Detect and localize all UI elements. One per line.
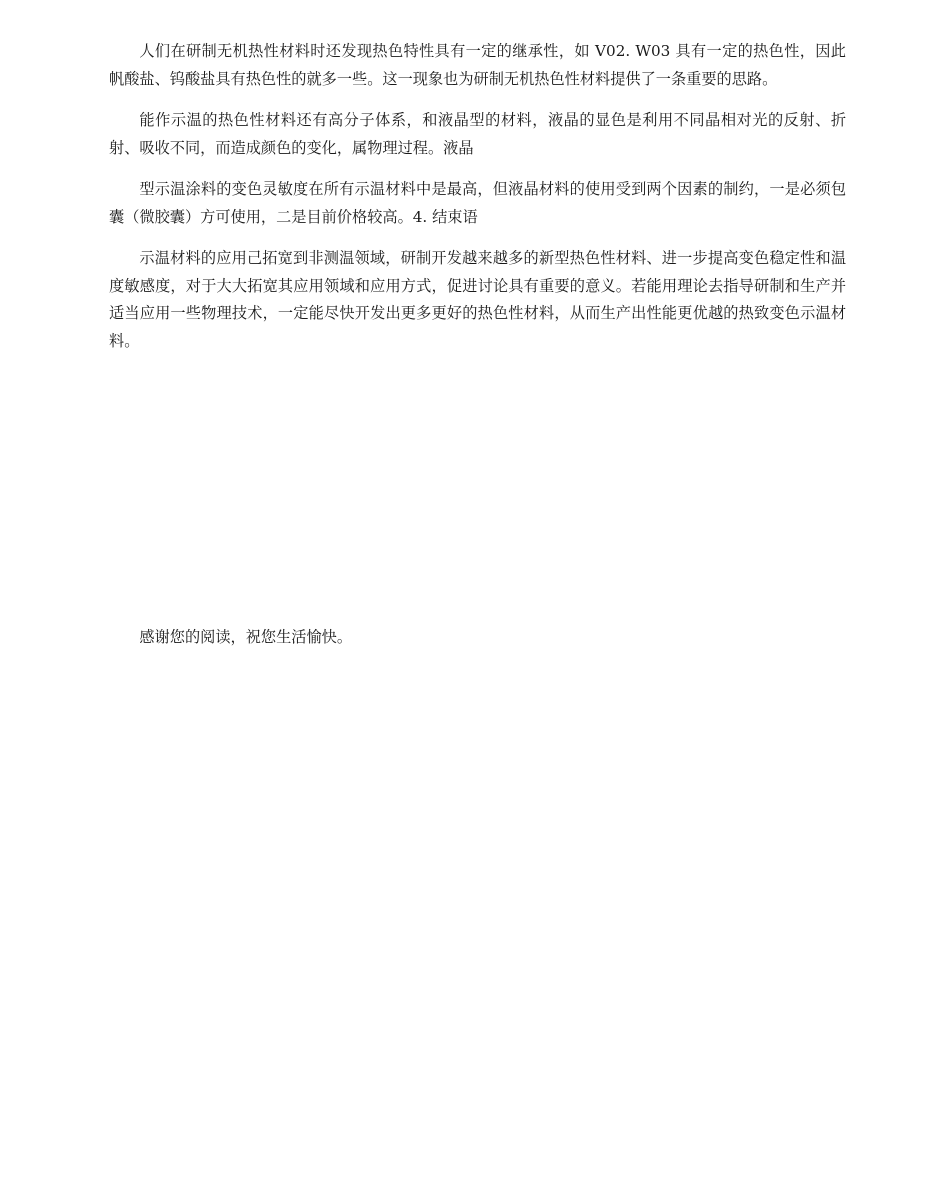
document-body [109,38,846,369]
closing-remark: 感谢您的阅读，祝您生活愉快。 [139,628,353,646]
paragraph-inheritance: 人们在研制无机热性材料时还发现热色特性具有一定的继承性，如 V02. W03 具有一定的热色性，因此帆酸盐、钨酸盐具有热色性的就多一些。这一现象也为研制无机热色性材料提供了一条重要的思路。 [109,42,846,88]
paragraph-conclusion: 示温材料的应用己拓宽到非测温领域，研制开发越来越多的新型热色性材料、进一步提高变色稳定性和温度敏感度，对于大大拓宽其应用领域和应用方式，促进讨论具有重要的意义。若能用理论去指导研制和生产并适当应用一些物理技术，一定能尽快开发出更多更好的热色性材料，从而生产出性能更优越的热致变色示温材料。 [109,249,846,350]
paragraph-sensitivity: 型示温涂料的变色灵敏度在所有示温材料中是最高，但液晶材料的使用受到两个因素的制约，一是必须包囊（微胶囊）方可使用，二是目前价格较高。4. 结束语 [109,180,846,226]
paragraph-liquid-crystal: 能作示温的热色性材料还有高分子体系，和液晶型的材料，液晶的显色是利用不同晶相对光的反射、折射、吸收不同，而造成颜色的变化，属物理过程。液晶 [109,111,846,157]
